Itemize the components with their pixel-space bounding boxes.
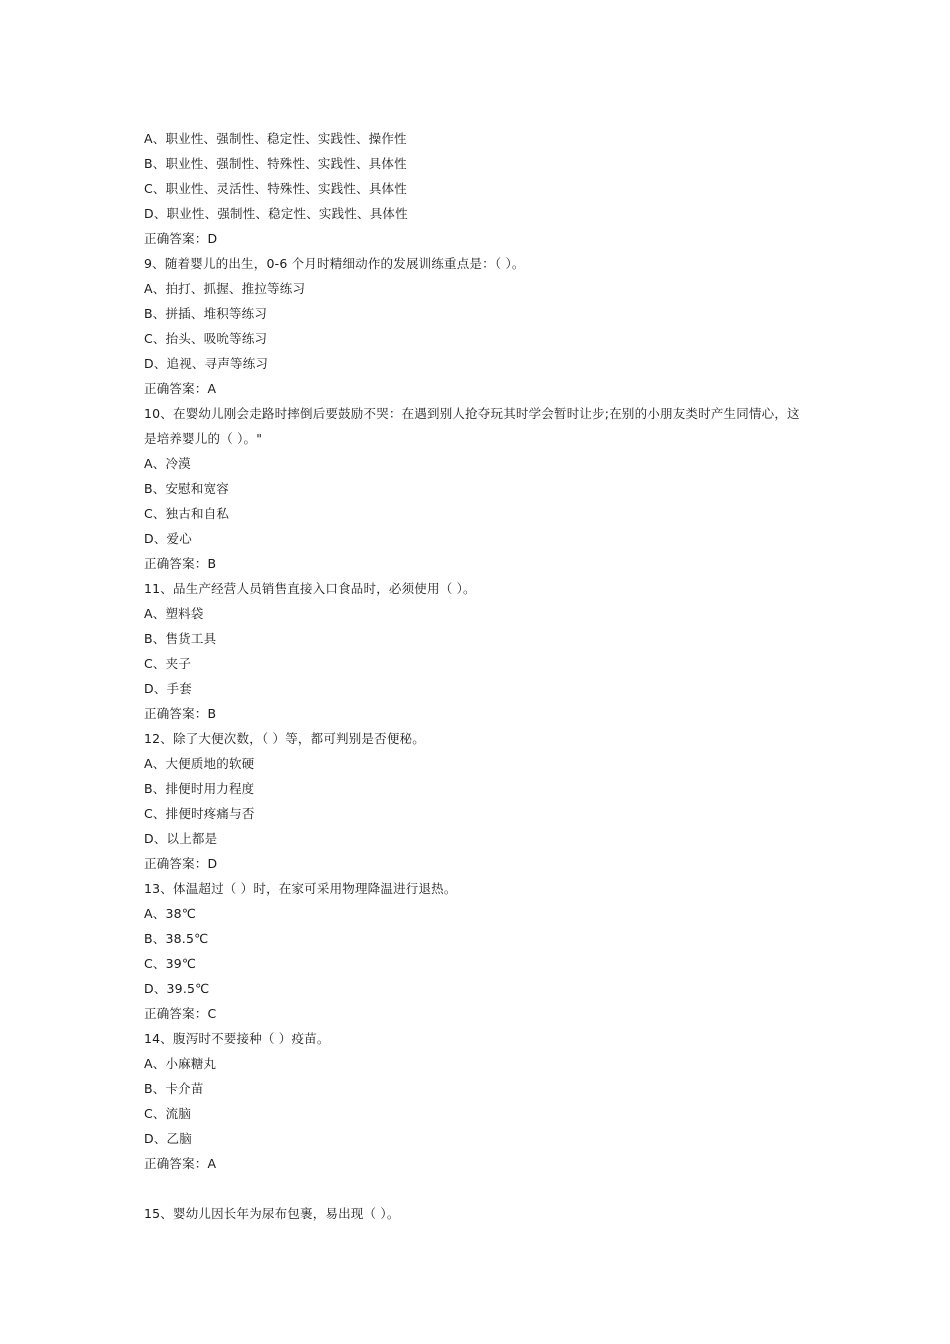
answer-option: B、38.5℃ bbox=[144, 931, 209, 946]
correct-answer: 正确答案：A bbox=[144, 1156, 217, 1171]
blank-line bbox=[144, 1176, 804, 1201]
correct-answer: 正确答案：B bbox=[144, 556, 217, 571]
question-text: 13、体温超过（ ）时，在家可采用物理降温进行退热。 bbox=[144, 881, 457, 896]
answer-option: A、职业性、强制性、稳定性、实践性、操作性 bbox=[144, 131, 407, 146]
question-text: 9、随着婴儿的出生，0-6 个月时精细动作的发展训练重点是：（ ）。 bbox=[144, 256, 525, 271]
answer-option: B、安慰和宽容 bbox=[144, 481, 229, 496]
answer-option: A、小麻糖丸 bbox=[144, 1056, 217, 1071]
document-body bbox=[144, 126, 804, 1226]
answer-option: A、拍打、抓握、推拉等练习 bbox=[144, 281, 306, 296]
correct-answer: 正确答案：C bbox=[144, 1006, 217, 1021]
question-text: 12、除了大便次数，（ ）等，都可判别是否便秘。 bbox=[144, 731, 425, 746]
question-text-continuation: 是培养婴儿的（ ）。" bbox=[144, 431, 263, 446]
answer-option: B、职业性、强制性、特殊性、实践性、具体性 bbox=[144, 156, 407, 171]
answer-option: B、拼插、堆积等练习 bbox=[144, 306, 268, 321]
answer-option: D、乙脑 bbox=[144, 1131, 192, 1146]
correct-answer: 正确答案：D bbox=[144, 856, 218, 871]
answer-option: D、职业性、强制性、稳定性、实践性、具体性 bbox=[144, 206, 408, 221]
answer-option: B、排便时用力程度 bbox=[144, 781, 255, 796]
answer-option: D、追视、寻声等练习 bbox=[144, 356, 269, 371]
correct-answer: 正确答案：A bbox=[144, 381, 217, 396]
answer-option: A、塑料袋 bbox=[144, 606, 204, 621]
answer-option: A、大便质地的软硬 bbox=[144, 756, 255, 771]
answer-option: C、职业性、灵活性、特殊性、实践性、具体性 bbox=[144, 181, 407, 196]
correct-answer: 正确答案：B bbox=[144, 706, 217, 721]
answer-option: D、手套 bbox=[144, 681, 192, 696]
answer-option: B、卡介苗 bbox=[144, 1081, 204, 1096]
answer-option: B、售货工具 bbox=[144, 631, 217, 646]
answer-option: D、以上都是 bbox=[144, 831, 218, 846]
answer-option: A、冷漠 bbox=[144, 456, 191, 471]
answer-option: D、39.5℃ bbox=[144, 981, 210, 996]
question-text: 10、在婴幼儿刚会走路时摔倒后要鼓励不哭：在遇到别人抢夺玩其时学会暂时让步;在别的小朋友类时产生同情心，这 bbox=[144, 406, 800, 421]
answer-option: A、38℃ bbox=[144, 906, 196, 921]
answer-option: C、流脑 bbox=[144, 1106, 192, 1121]
answer-option: C、独古和自私 bbox=[144, 506, 230, 521]
correct-answer: 正确答案：D bbox=[144, 231, 218, 246]
answer-option: C、排便时疼痛与否 bbox=[144, 806, 255, 821]
question-text: 11、品生产经营人员销售直接入口食品时，必须使用（ ）。 bbox=[144, 581, 476, 596]
answer-option: C、夹子 bbox=[144, 656, 192, 671]
question-text: 14、腹泻时不要接种（ ）疫苗。 bbox=[144, 1031, 330, 1046]
answer-option: C、抬头、吸吮等练习 bbox=[144, 331, 268, 346]
answer-option: D、爱心 bbox=[144, 531, 192, 546]
question-text: 15、婴幼儿因长年为尿布包裹，易出现（ ）。 bbox=[144, 1206, 400, 1221]
answer-option: C、39℃ bbox=[144, 956, 197, 971]
